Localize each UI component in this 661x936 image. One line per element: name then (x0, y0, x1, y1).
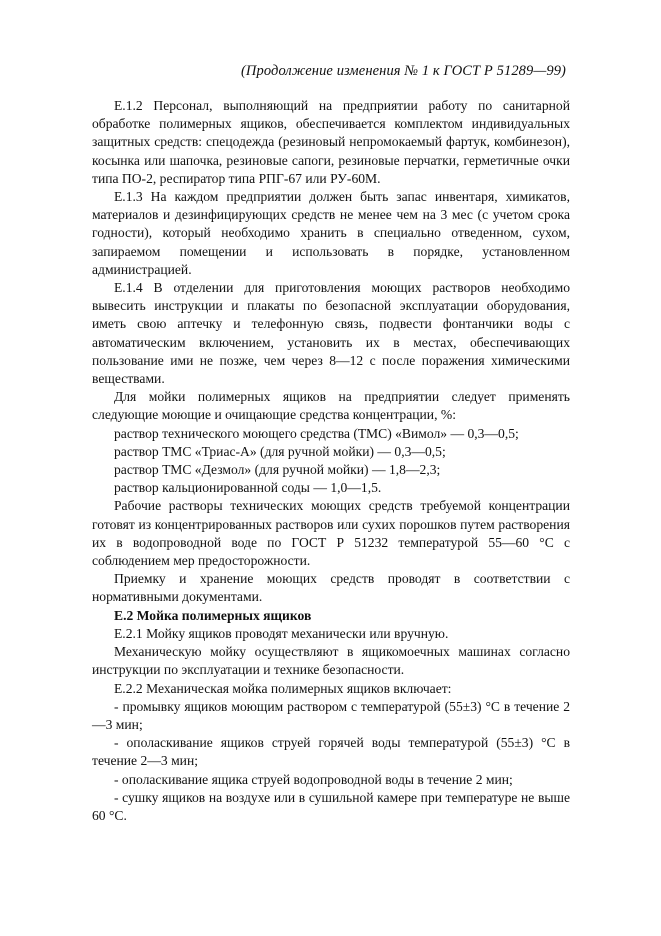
paragraph-e2-1: Е.2.1 Мойку ящиков проводят механически или вручную. (114, 625, 449, 641)
continuation-header: (Продолжение изменения № 1 к ГОСТ Р 51289—99) (241, 63, 566, 79)
detergent-item: раствор кальционированной соды — 1,0—1,5. (114, 480, 382, 496)
paragraph-mechanical: Механическую мойку осуществляют в ящикомоечных машинах согласно инструкции по эксплуатации и технике безопасности. (92, 644, 570, 678)
detergent-item: раствор технического моющего средства (ТМС) «Вимол» — 0,3—0,5; (114, 425, 519, 441)
detergent-item: раствор ТМС «Дезмол» (для ручной мойки) — 1,8—2,3; (114, 462, 441, 478)
document-body (92, 97, 570, 825)
paragraph-acceptance: Приемку и хранение моющих средств проводят в соответствии с нормативными документами. (92, 571, 570, 605)
paragraph-e1-3: Е.1.3 На каждом предприятии должен быть запас инвентаря, химикатов, материалов и дезинфицирующих средств не менее чем на 3 мес (с учетом срока годности), который необходимо хранить в специально отведенном, сухом, запираемом помещении и использовать в порядке, установленном администрацией. (92, 189, 570, 277)
paragraph-detergents-intro: Для мойки полимерных ящиков на предприятии следует применять следующие моющие и очищающие средства концентрации, %: (92, 389, 570, 423)
detergent-item: раствор ТМС «Триас-А» (для ручной мойки) — 0,3—0,5; (114, 443, 446, 459)
list-item-step: - промывку ящиков моющим раствором с температурой (55±3) °С в течение 2—3 мин; (92, 698, 570, 732)
paragraph-working-solutions: Рабочие растворы технических моющих средств требуемой концентрации готовят из концентрированных растворов или сухих порошков путем растворения их в водопроводной воде по ГОСТ Р 51232 температурой 55—60 °С с соблюдением мер предосторожности. (92, 498, 570, 569)
section-heading-e2: Е.2 Мойка полимерных ящиков (114, 607, 312, 623)
paragraph-e1-2: Е.1.2 Персонал, выполняющий на предприятии работу по санитарной обработке полимерных ящиков, обеспечивается комплектом индивидуальных защитных средств: спецодежда (резиновый непромокаемый фартук, комбинезон), косынка или шапочка, резиновые сапоги, резиновые перчатки, герметичные очки типа ПО-2, респиратор типа РПГ-67 или РУ-60М. (92, 98, 570, 186)
paragraph-e1-4: Е.1.4 В отделении для приготовления моющих растворов необходимо вывесить инструкции и плакаты по безопасной эксплуатации оборудования, иметь свою аптечку и телефонную связь, подвести фонтанчики воды с автоматическим включением, установить их в местах, обеспечивающих пользование ими не позже, чем через 8—12 с после поражения химическими веществами. (92, 280, 570, 387)
list-item-step: - сушку ящиков на воздухе или в сушильной камере при температуре не выше 60 °С. (92, 789, 570, 823)
list-item-step: - ополаскивание ящика струей водопроводной воды в течение 2 мин; (114, 771, 513, 787)
paragraph-e2-2: Е.2.2 Механическая мойка полимерных ящиков включает: (114, 680, 452, 696)
list-item-step: - ополаскивание ящиков струей горячей воды температурой (55±3) °С в течение 2—3 мин; (92, 735, 570, 769)
